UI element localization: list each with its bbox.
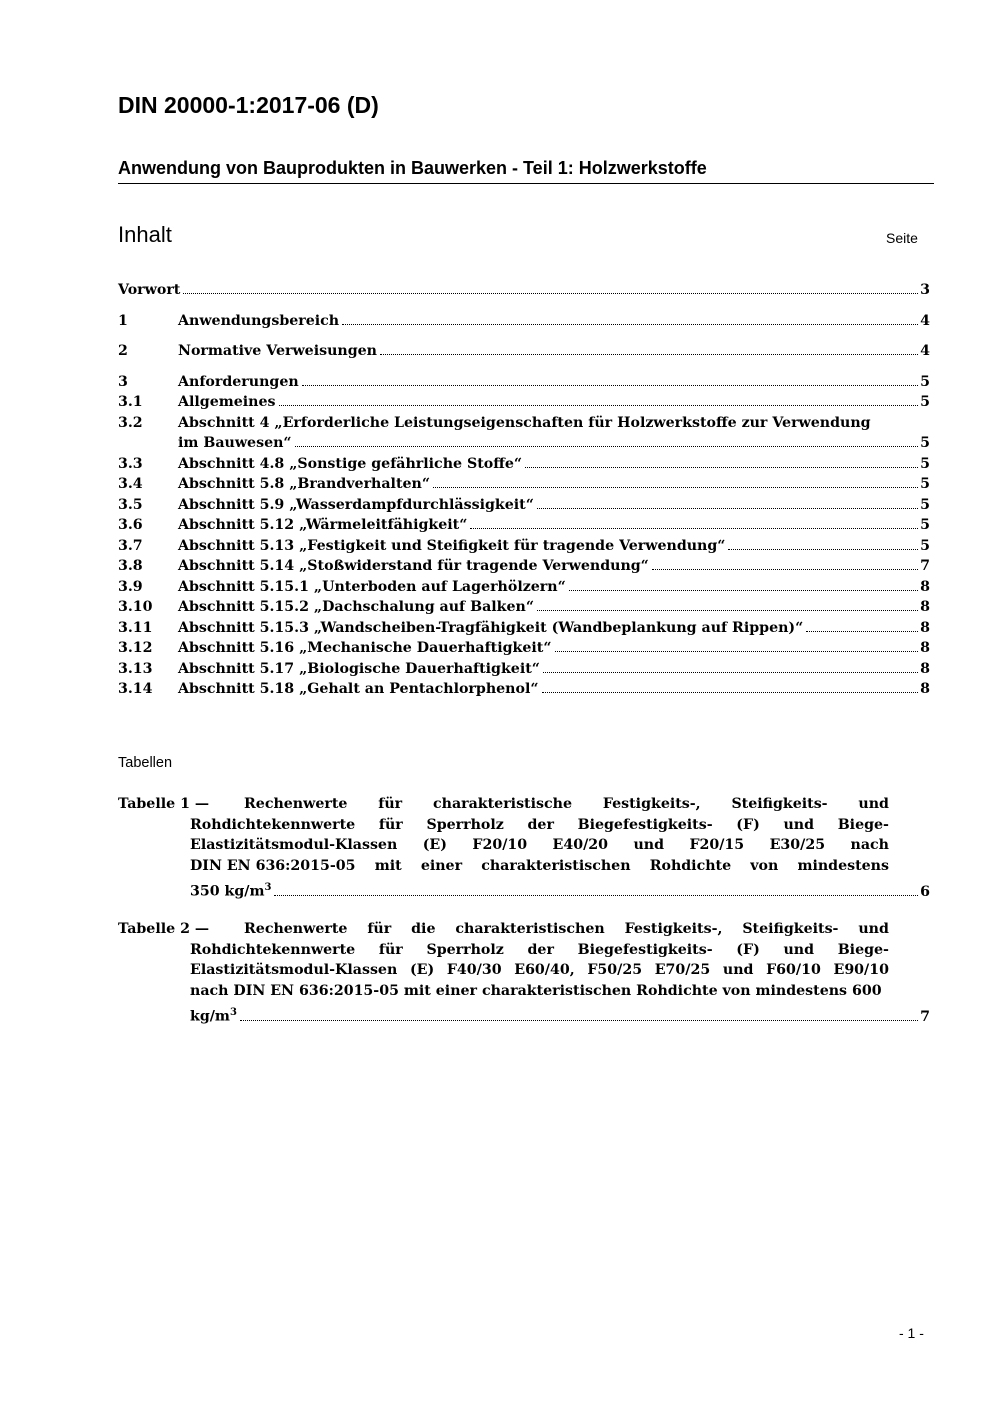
toc-page: 4 xyxy=(920,312,930,329)
caption-word: E60/40, xyxy=(514,962,575,978)
toc-title: Abschnitt 4 „Erforderliche Leistungseigenschaften für Holzwerkstoffe zur Verwendung xyxy=(178,414,871,431)
toc-number: 3.13 xyxy=(118,660,153,677)
toc-number: 3.14 xyxy=(118,681,153,697)
caption-word: Festigkeits-, xyxy=(602,796,701,812)
table-caption-last-line xyxy=(190,1003,930,1024)
caption-word: und xyxy=(783,941,815,958)
caption-word: einer xyxy=(420,857,463,874)
toc-leader xyxy=(240,1020,918,1021)
caption-word: Rohdichte xyxy=(649,857,732,874)
toc-leader xyxy=(279,405,919,406)
toc-entry[interactable] xyxy=(118,454,930,475)
toc-title: Anforderungen xyxy=(178,373,299,390)
caption-word: charakteristische xyxy=(432,796,572,812)
caption-word: F50/25 xyxy=(587,962,643,978)
caption-word: Biege- xyxy=(837,816,889,833)
toc-title: Allgemeines xyxy=(178,394,276,410)
caption-word: und xyxy=(783,816,815,833)
page-column-heading: Seite xyxy=(886,230,918,246)
contents-heading: Inhalt xyxy=(118,222,172,247)
toc-entry[interactable] xyxy=(118,372,930,393)
toc-number: 3.6 xyxy=(118,517,143,533)
toc-number: 3.11 xyxy=(118,619,153,636)
toc-number: 2 xyxy=(118,343,128,359)
table-caption-line xyxy=(190,940,889,961)
toc-leader xyxy=(525,467,918,468)
toc-leader xyxy=(542,692,919,693)
toc-entry[interactable] xyxy=(118,536,930,557)
toc-title: Abschnitt 5.12 „Wärmeleitfähigkeit“ xyxy=(178,517,468,533)
toc-entry[interactable] xyxy=(118,638,930,659)
caption-word: (E) xyxy=(409,962,435,978)
caption-word: von xyxy=(750,857,779,874)
toc-entry[interactable] xyxy=(118,392,930,413)
table-list-entry[interactable] xyxy=(118,794,930,904)
footer-page-number: - 1 - xyxy=(899,1325,924,1341)
caption-word: Steifigkeits- xyxy=(742,921,839,937)
caption-word: Rechenwerte xyxy=(244,796,348,812)
caption-word: (F) xyxy=(736,816,760,833)
toc-number: 3.12 xyxy=(118,640,153,656)
toc-page: 5 xyxy=(920,455,930,472)
toc-number: 3 xyxy=(118,373,128,390)
caption-word: Elastizitätsmodul-Klassen xyxy=(190,962,398,978)
caption-word: Elastizitätsmodul-Klassen xyxy=(190,837,398,853)
toc-title-continuation: im Bauwesen“ xyxy=(178,435,292,451)
toc-page: 7 xyxy=(920,558,930,574)
toc xyxy=(118,280,930,700)
toc-page: 4 xyxy=(920,343,930,359)
toc-title: Abschnitt 4.8 „Sonstige gefährliche Stoffe“ xyxy=(178,455,523,472)
table-caption-line xyxy=(244,794,889,815)
caption-word: Biegefestigkeits- xyxy=(577,941,713,958)
toc-page: 5 xyxy=(920,537,930,554)
toc-leader xyxy=(302,385,918,386)
caption-word: Festigkeits-, xyxy=(624,921,723,937)
toc-number: 3.7 xyxy=(118,537,143,554)
toc-title: Abschnitt 5.13 „Festigkeit und Steifigkeit für tragende Verwendung“ xyxy=(178,537,726,554)
caption-word: F20/15 xyxy=(689,837,745,853)
caption-word: kg/m xyxy=(190,1008,230,1025)
toc-page: 5 xyxy=(920,496,930,513)
toc-number: 3.9 xyxy=(118,578,143,595)
caption-word: (E) xyxy=(422,837,447,853)
caption-word: und xyxy=(722,962,754,978)
toc-page: 8 xyxy=(920,619,930,636)
toc-title: Abschnitt 5.15.3 „Wandscheiben-Tragfähigkeit (Wandbeplankung auf Rippen)“ xyxy=(178,619,804,636)
caption-word: DIN EN 636:2015-05 xyxy=(190,857,356,874)
toc-entry[interactable] xyxy=(118,556,930,577)
caption-word: E90/10 xyxy=(833,962,889,978)
toc-entry-continuation[interactable] xyxy=(118,433,930,454)
table-caption-line xyxy=(190,835,889,856)
table-caption-line xyxy=(244,919,889,940)
caption-word: Sperrholz xyxy=(426,941,504,958)
toc-leader xyxy=(728,549,918,550)
caption-word: nach xyxy=(850,837,889,853)
toc-leader xyxy=(537,508,918,509)
toc-entry[interactable] xyxy=(118,311,930,332)
toc-entry[interactable] xyxy=(118,679,930,700)
toc-leader xyxy=(274,895,918,896)
toc-number: 1 xyxy=(118,312,128,329)
toc-leader xyxy=(183,293,918,294)
toc-leader xyxy=(543,672,918,673)
caption-word: charakteristischen xyxy=(455,921,605,937)
toc-leader xyxy=(569,590,918,591)
tables-heading: Tabellen xyxy=(118,755,173,771)
toc-entry[interactable] xyxy=(118,280,930,301)
table-label: Tabelle 2 — xyxy=(118,921,210,937)
caption-word: F20/10 xyxy=(472,837,528,853)
caption-word: charakteristischen xyxy=(481,857,631,874)
table-page: 7 xyxy=(920,1008,930,1025)
toc-leader xyxy=(295,446,919,447)
toc-number: 3.4 xyxy=(118,476,143,492)
caption-word: mindestens xyxy=(797,857,889,874)
toc-page: 5 xyxy=(920,476,930,492)
caption-word: Biegefestigkeits- xyxy=(577,816,713,833)
caption-word: E30/25 xyxy=(769,837,826,853)
toc-page: 5 xyxy=(920,435,930,451)
toc-number: 3.1 xyxy=(118,394,143,410)
toc-entry[interactable] xyxy=(118,515,930,536)
toc-title: Abschnitt 5.14 „Stoßwiderstand für tragende Verwendung“ xyxy=(178,558,649,574)
caption-word: Rechenwerte xyxy=(244,921,348,937)
header-rule xyxy=(118,183,934,184)
table-caption-line xyxy=(190,981,889,1002)
document-subtitle: Anwendung von Bauprodukten in Bauwerken - Teil 1: Holzwerkstoffe xyxy=(118,158,707,178)
table-list-entry[interactable] xyxy=(118,919,930,1029)
toc-title: Abschnitt 5.17 „Biologische Dauerhaftigkeit“ xyxy=(178,660,540,677)
toc-number: 3.5 xyxy=(118,496,143,513)
toc-page: 5 xyxy=(920,394,930,410)
caption-word: Steifigkeits- xyxy=(731,796,828,812)
caption-word: F40/30 xyxy=(446,962,502,978)
caption-word: für xyxy=(378,941,403,958)
toc-leader xyxy=(555,651,919,652)
toc-title: Abschnitt 5.15.1 „Unterboden auf Lagerhölzern“ xyxy=(178,578,566,595)
caption-word: Biege- xyxy=(837,941,889,958)
toc-title: Normative Verweisungen xyxy=(178,343,377,359)
toc-page: 8 xyxy=(920,660,930,677)
caption-word: 350 kg/m xyxy=(190,883,265,900)
caption-word: nach DIN EN 636:2015-05 mit einer charakteristischen Rohdichte von mindestens 600 xyxy=(190,982,882,999)
toc-title: Abschnitt 5.18 „Gehalt an Pentachlorphenol“ xyxy=(178,681,539,697)
caption-word: die xyxy=(411,921,436,937)
toc-page: 3 xyxy=(920,282,930,298)
superscript: 3 xyxy=(264,882,272,893)
caption-word: mit xyxy=(374,857,402,874)
caption-word: Sperrholz xyxy=(426,816,504,833)
table-caption-line xyxy=(190,815,889,836)
table-caption-line xyxy=(190,960,889,981)
toc-entry[interactable] xyxy=(118,341,930,362)
toc-entry[interactable] xyxy=(118,618,930,639)
toc-page: 8 xyxy=(920,681,930,697)
toc-page: 5 xyxy=(920,373,930,390)
toc-title: Anwendungsbereich xyxy=(178,312,340,329)
document-id: DIN 20000-1:2017-06 (D) xyxy=(118,92,379,118)
toc-leader xyxy=(380,354,918,355)
toc-number: 3.3 xyxy=(118,455,143,472)
toc-leader xyxy=(433,487,918,488)
toc-title: Abschnitt 5.8 „Brandverhalten“ xyxy=(178,476,430,492)
toc-page: 5 xyxy=(920,517,930,533)
caption-word: für xyxy=(378,796,403,812)
caption-word: und xyxy=(858,921,889,937)
toc-page: 8 xyxy=(920,640,930,656)
toc-title: Abschnitt 5.15.2 „Dachschalung auf Balken“ xyxy=(178,599,535,615)
toc-leader xyxy=(806,631,918,632)
caption-word: E40/20 xyxy=(552,837,609,853)
table-page: 6 xyxy=(920,883,930,900)
toc-entry[interactable] xyxy=(118,577,930,598)
toc-number: 3.2 xyxy=(118,414,143,431)
caption-word: E70/25 xyxy=(654,962,711,978)
caption-word: und xyxy=(858,796,889,812)
toc-title: Abschnitt 5.9 „Wasserdampfdurchlässigkeit“ xyxy=(178,496,534,513)
caption-word: F60/10 xyxy=(766,962,821,978)
table-caption-line xyxy=(190,856,889,877)
toc-number: 3.10 xyxy=(118,599,153,615)
caption-word: der xyxy=(527,816,554,833)
caption-word: für xyxy=(367,921,392,937)
toc-title: Abschnitt 5.16 „Mechanische Dauerhaftigkeit“ xyxy=(178,640,552,656)
toc-page: 8 xyxy=(920,578,930,595)
toc-entry[interactable] xyxy=(118,597,930,618)
table-label: Tabelle 1 — xyxy=(118,796,210,812)
superscript: 3 xyxy=(229,1007,237,1018)
table-caption-last-line xyxy=(190,878,930,899)
caption-word: der xyxy=(527,941,554,958)
toc-leader xyxy=(470,528,918,529)
toc-entry[interactable] xyxy=(118,659,930,680)
caption-word: Rohdichtekennwerte xyxy=(190,941,356,958)
toc-entry[interactable] xyxy=(118,495,930,516)
caption-word: und xyxy=(633,837,665,853)
toc-entry[interactable] xyxy=(118,474,930,495)
toc-leader xyxy=(342,324,918,325)
toc-title: Vorwort xyxy=(118,282,181,298)
caption-word: für xyxy=(378,816,403,833)
toc-leader xyxy=(652,569,918,570)
toc-page: 8 xyxy=(920,599,930,615)
toc-entry[interactable] xyxy=(118,413,930,434)
toc-leader xyxy=(537,610,918,611)
caption-word: (F) xyxy=(736,941,760,958)
toc-number: 3.8 xyxy=(118,558,143,574)
caption-word: Rohdichtekennwerte xyxy=(190,816,356,833)
